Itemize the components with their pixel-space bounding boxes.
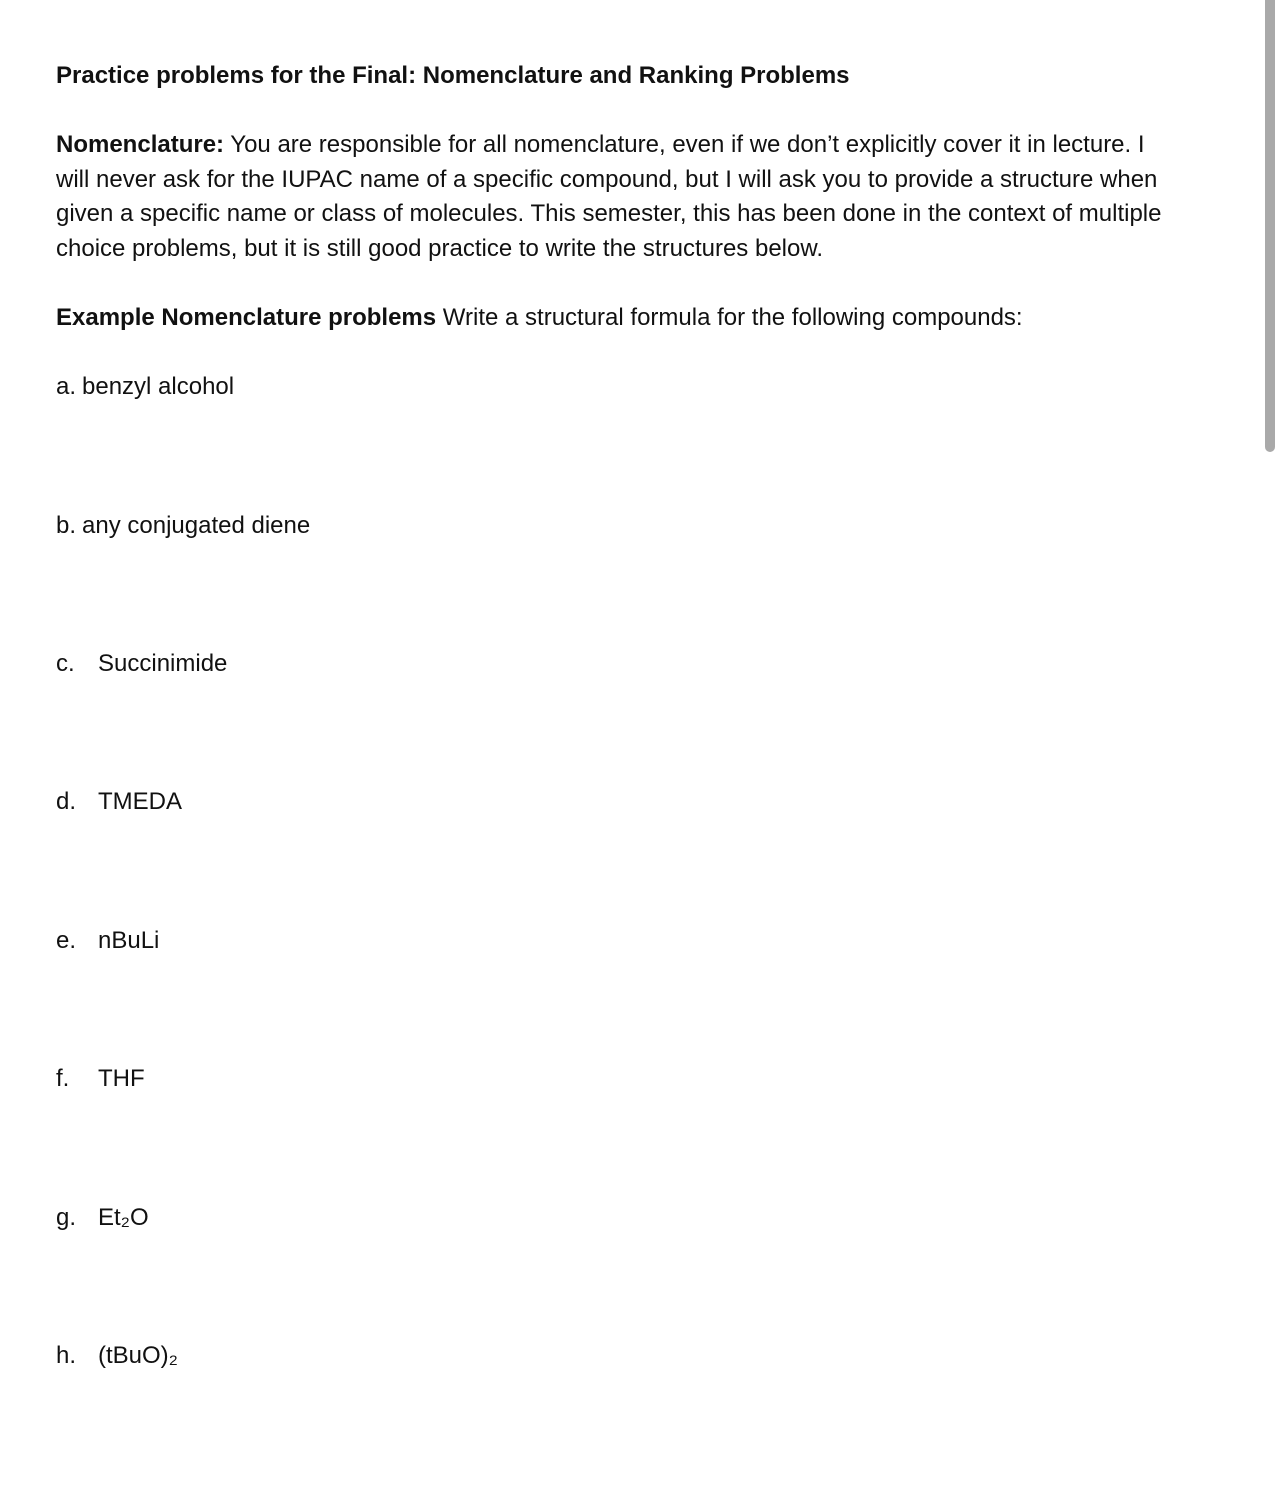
problem-letter: c. xyxy=(56,650,75,677)
nomenclature-heading: Nomenclature: xyxy=(56,131,225,158)
example-heading: Example Nomenclature problems xyxy=(56,304,437,331)
problem-letter: g. xyxy=(56,1204,77,1231)
problem-letter: d. xyxy=(56,788,77,815)
problem-item-e xyxy=(56,925,159,957)
problem-letter: b. xyxy=(56,512,77,539)
problem-text: TMEDA xyxy=(98,788,182,815)
problem-text: benzyl alcohol xyxy=(82,373,235,400)
nomenclature-line-3: given a specific name or class of molecules. This semester, this has been done in the context of multiple xyxy=(56,200,1162,228)
problem-text: THF xyxy=(98,1065,145,1092)
problem-letter: h. xyxy=(56,1342,77,1369)
problem-item-f xyxy=(56,1063,145,1095)
problem-item-g xyxy=(56,1202,149,1234)
problem-letter: f. xyxy=(56,1065,70,1092)
document-title: Practice problems for the Final: Nomenclature and Ranking Problems xyxy=(56,62,850,89)
problem-item-h xyxy=(56,1340,178,1372)
example-text: Write a structural formula for the following compounds: xyxy=(436,304,1023,331)
nomenclature-paragraph xyxy=(56,128,1252,267)
problem-text: (tBuO)₂ xyxy=(98,1342,178,1369)
problem-text: Succinimide xyxy=(98,650,228,677)
nomenclature-text-1: You are responsible for all nomenclature, even if we don’t explicitly cover it in lecture. I xyxy=(224,131,1145,158)
problem-item-c xyxy=(56,648,227,680)
problem-text: Et₂O xyxy=(98,1204,149,1231)
nomenclature-line-4: choice problems, but it is still good practice to write the structures below. xyxy=(56,235,824,263)
problem-letter: e. xyxy=(56,927,77,954)
problem-item-a xyxy=(56,371,234,403)
problem-item-d xyxy=(56,786,182,818)
vertical-scrollbar[interactable] xyxy=(1265,0,1275,452)
problem-text: nBuLi xyxy=(98,927,160,954)
problem-item-b xyxy=(56,510,310,542)
nomenclature-line-1 xyxy=(56,128,1252,163)
nomenclature-line-2: will never ask for the IUPAC name of a specific compound, but I will ask you to provide a structure when xyxy=(56,165,1158,193)
example-instructions xyxy=(56,302,1023,334)
problem-text: any conjugated diene xyxy=(82,512,311,539)
problem-letter: a. xyxy=(56,373,77,400)
